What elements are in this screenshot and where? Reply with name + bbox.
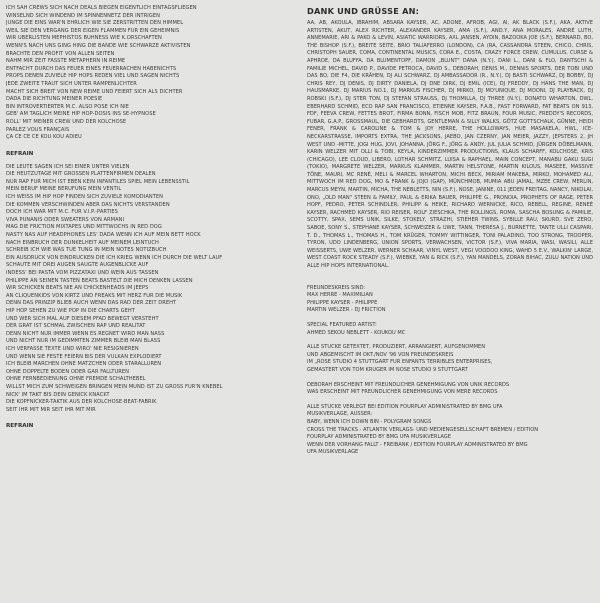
credit-line: FOURPLAY ADMINISTRATED BY BMG UFA MUSIKVERLAGE xyxy=(307,434,451,441)
lyric-line: NICK' IM TAKT BIS DEIN GENICK KNACKT xyxy=(6,391,110,398)
recording-credits-block xyxy=(307,344,593,374)
lyric-line: PARLEZ VOUS FRANÇAIS xyxy=(6,126,70,133)
credit-line: SPECIAL FEATURED ARTIST: xyxy=(307,321,377,328)
lyric-line: DIE HEUTZUTAGE MIT GROSSEN PLATTENFIRMEN DEALEN xyxy=(6,171,156,178)
featured-artist-block xyxy=(307,322,593,337)
lyric-line: DIE LEUTE SAGEN ICH SEI EINER UNTER VIELEN xyxy=(6,163,130,170)
lyric-line: SEIT IHR MIT MIR SEIT IHR MIT MIR xyxy=(6,406,96,413)
lyric-line: WEIL SIE DEN VERGANG DER EIGEN FLAMMEN FÜR EIN GEHEIMNIS xyxy=(6,27,180,34)
lyric-line: WILLST MICH ZUM SCHWEIGEN BRINGEN MEIN MUND IST ZU GROSS FÜR'N KNEBEL xyxy=(6,383,223,390)
credit-line: PHILIPPE KAYSER - PHILIPPE xyxy=(307,299,378,306)
lyric-line: DIE KOMMEN VERSCHWINDEN ABER DAS NICHTS VERSTANDEN xyxy=(6,201,170,208)
credit-line: AHMED SEKOU NEBLETT - KOUKOU MC xyxy=(307,329,406,336)
lyric-line: NACH EINBRUCH DER DUNKELHEIT AUF MEINEM LEINTUCH xyxy=(6,239,159,246)
credit-line: WAS ERSCHEINT MIT FREUNDLICHER GENEHMIGUNG VON MERE RECORDS xyxy=(307,389,498,396)
lyric-line: ENTFACHT DURCH DAS FEUER EINES FEUERRACHEN HABENICHTS xyxy=(6,65,177,72)
credit-line: DEBORAH ERSCHEINT MIT FREUNDLICHER GENEHMIGUNG VON UNIK RECORDS xyxy=(307,381,510,388)
members-block xyxy=(307,285,593,315)
lyric-line: UND WER SICH MAL AUF DIESEM PFAD BEWEGT VERSTEHT xyxy=(6,315,159,322)
lyric-line: DADA DIE RICHTUNG MEINER POESIE xyxy=(6,96,103,103)
refrain-label-1: REFRAIN xyxy=(6,150,34,157)
credit-line: UND ABGEMISCHT IM OKT./NOV '96 VON FREUNDESKREIS xyxy=(307,351,454,358)
lyric-line: DER GRAT IST SCHMAL ZWISCHEN RAP UND REALITÄT xyxy=(6,323,146,330)
lyric-line: NUR RAP FÜR MICH IST EBEN KEIN INFANTILES SPIEL MEIN LEBENSSTIL xyxy=(6,178,190,185)
lyric-line: ÇA CE CE CE KOU KOU ADIEU xyxy=(6,134,82,141)
lyrics-verse-1 xyxy=(6,5,292,142)
thanks-list: AA, AB, AKOULA, IBRAHIM, ABSARA KAYSER, AC, ADONE, AFROB, AGI, AI, AK BLACK (S.F.), AKA, AKTIVE ARTISTEN, AKUT, ALEX RICHTER, ALEXANDER KAYSER, AMA (S.F.), AND.Y, ANA MORALES, ANDRÉ LUTH, ANNEMARIE, ARI & PAKO & LEVIN, ASIATIC WARRIORS, AXL JANSEN, AYDIN, BAZOOKA JOE (S.F.), BERNARD, BO, THE BISHOP (S.F.), BREITE SEITE, BRIO TALIAFERRO (LONDON), CA (RA, CASSANDRA STEEN, CHICO, CHRIS, CHRISTOPH SAUER, COMA, CONTINENTAL MUSICS, CORA E., COSTA, CRAZY FORCE CREW, CUMULUS, CURSE & APHROE, DA BLUFFA, DA BLUMENTOPF, DAMON „BLUNT" DANA (N.Y.), DANI L., DANI & FLO, DANTSCHI & FAMILIE MICHEL, DAVID P., DAVIDE PETROCA, DAVID S., DEBORAH, DENIS M., DENNIS SPORTS, DER TOBI UND DAS BO, DIE F4, DIE KRÄHEN, DJ ALI SCHWARZ, DJ AMBASSADOR (R., N.Y.), DJ BASTI SCHWARZ, DJ BOBBY, DJ CHRIS REY, DJ DENIS, DJ DIRTY DANIELA, DJ DNE DIRK, DJ EMIL (ICE), DJ FREDDY, DJ HANS THE MAN, DJ HAUSMARKE, DJ MARIUS NO.1, DJ MARKUS FISCHER, DJ MIRKO, DJ MO'UNIQUE, DJ MOONI, DJ PLAYBACK, DJ ROBSKI (S.F.), DJ STER TON, DJ STEFAN STRAUSS, DJ THOMILLA, DJ THREE (N.Y.), DONATO WHARTON, DWL, EBERHARD SCHMID, ECO RAP SAN FRANCISCO, ETIENNE KAYSER, F.A.B., FAST FORWARD, FAT BEATS ON 913, FDF, FEEVA CREW, FETTES BROT, FIRMA BONN, FISCH MOB, FITZ BRAUN, FOUR MUSIC, FREDDY'S RECORDS, FUBAR, G.A.P., GROSSMAUL, DIE GEBHARDTS, GENTLEMAN & SILLY WALKS, GÖTZ GOTTSCHALK, GÜNNE, HEIDI FENER, FRANK & CAROLINE & TOM & JOY HERRE, THE HOLLOWAYS, HUE MASAKELA, HWL, ICE-NECKARSTRASSE, IMPORTS EXTRA, THE JACKSONS, JAEBO, JAN CZERNY, JAN MEIER, JAZZY, JEPSTERS 2, JH WEST UND -MITTE, JOGI HUG, JOVI, JOHANNA, JÖRG F., JÖRG & ANDY, JUL JULIA SCHMID, JÜRGEN DÖBELMANN, KARIN WELZER MIT OLLI & TOBI, KEYLA, KINDERZIMMER PRODUCTIONS, KLAUS SCHARFF, KOLCHOSE, KRIS (CHICAGO), LEE CLOUD, LIBERO, LOTHAR SCHMITZ, LUISA & RAPHAEL, MAIN CONCEPT, MANABU GAKU SUGI (TOKIO), MARGRETE WELZER, MARKUS KLAMMER, MARTIN HELSTONE, MARTIN KILOUS, MASEEE, MASSIVE TÖNE, MAURI, MC RENÉ, MELI & MARCEL WHARTON, MICHI BECK, MIRIAM MAKEBA, MIRKO, MOHAMED ALI, MITTWOCH IM RED DOG, MO & FRANK & JOJO (GAP), MÜNCHMOB, MUMIA ABU JAMAL, MZEE CREW, MERLIN, MARCUS MEYN, MARTIN, MICHA, THE NEBLETTS, NIN (S.F.), NOSE, JANINE, 011 JEDEN FREITAG, NANCY, NIKOLAI, ONO, „OLD MAN" STEEN & FAMILY, PAUL & ERIKA BAUER, PHILIPPE G., PRONOIA, PROPHETS OF RAGE, PETER HOPF, PEDRO, PETER SCHINDLER, PHILIPP & HEIKE, RICHARD WERNICKE, RICO, REBELL, REGINE, RENEÉ KAYSER, RACHMED KAYSER, RIO REISER, ROLF ZIESCHKA, THE ROLLINGS, ROMA, SASCHA BOSUNG & FAMILIE, SCOTTY, SPAX, SEMS UNIK, SILKE, STOKELY, STRAZHI, STIEHER TWINS, SYBILLE RAU, SKURD, SVE ZERO, SABOE, SONY S., STEPHANE KAYSER, SCHWEIZER & UWE, TANN, THERESA J., BURNETTE, TANTE ULLI CASPARI, T. D., THOMAS L., THOMAS H., TOM KRÜGER, TOMMY WITTINGER, TONI PALADINO, TOO STRONG, TROOPER, TYRON, UDO LINDENBERG, UNION SPORTS, VERWACHSEN, VICTOR (S.F.), VIVA MARIA, WASI, WASILI, ALLE WEISSERTS, UWE WELZER, WERNER SCHAAR, VINYL WEST, VEGI VOODOO KING, WAHD 5 E.V., WALKIN' LARGE, WEST COAST ROCK STEADY (S.F.), WIEBKE, YAN & RICK (S.F.), YAN MANDELS, ZORAN BIHAC, ZULU NATION UND ALLE HIP HOPS INTERNATIONAL. xyxy=(307,20,593,269)
lyric-line: ROLL' MIT MEINER CREW UND DER KOLCHOSE xyxy=(6,118,127,125)
lyric-line: BRACHTE DEN PROFIT VON ALLEN SEITEN xyxy=(6,50,115,57)
lyric-line: SCHREIB ICH WIE WAS TUE TUNG IN MEIN NOTES NOTIZBUCH xyxy=(6,247,167,254)
lyric-line: DENN DAS PRINZIP BLIEB AUCH WENN DAS RAD DER ZEIT DREHT xyxy=(6,300,177,307)
credit-line: IM „ROSE STUDIO 4 STUTTGART FÜR ENFANTS TERRIBLES ENTERPRISES, xyxy=(307,359,493,366)
lyric-line: BIN INTROVERTIERTER M.C. ALSO POSE ICH NIE xyxy=(6,103,129,110)
lyric-line: ICH SAH CREWS SICH NACH DEALS BIEGEN EIGENTLICH EINTAGSFLIEGEN xyxy=(6,5,197,11)
lyric-line: MACHT SICH BREIT VON NEW REIME UND FEIERT SICH ALS DICHTER xyxy=(6,88,183,95)
credit-line: MAX HERRE - MAXIMILIAN xyxy=(307,292,373,299)
credit-line: FREUNDESKREIS SIND: xyxy=(307,284,366,291)
lyric-line: GEB' AM TÄGLICH MEINE HIP HOP-DOSIS INS SE-HYPNOSE xyxy=(6,111,156,118)
lyric-line: OHNE DOPPELTE BÖDEN ODER GAR FALLTÜREN xyxy=(6,368,129,375)
lyric-line: AN CLIQUENKIDS VON KIRTZ UND FREAKS MIT HERZ FÜR DIE MUSIK xyxy=(6,292,183,299)
lyric-line: WINSELND SICH WINDEND IM SPINNENNETZ DER INTRIGEN xyxy=(6,12,160,19)
lyric-line: MEIN BERUF MEINE BERUFUNG MEIN VENTIL xyxy=(6,186,122,193)
lyric-line: ICH VERFASSE TEXTE UND WIRO' NIE RESIGNIEREN xyxy=(6,345,139,352)
credit-line: CROSS THE TRACKS - ATLANTIK VERLAGS- UND MEDIENGESELLSCHAFT BREMEN / EDITION xyxy=(307,426,539,433)
publishing-block xyxy=(307,404,593,457)
credit-line: MUSIKVERLAGE, AUSSER: xyxy=(307,411,373,418)
lyric-line: INDESS' BEI PASTA VOM PIZZATAXI UND WEIN AUS TASSEN xyxy=(6,270,159,276)
lyric-line: NAHM MIR ZEIT FASSTE METAPHERN IN REIME xyxy=(6,58,126,65)
lyric-line: MAG DIE FRICTION MIXTAPES UND MITTWOCHS IN RED DOG xyxy=(6,224,162,231)
credit-line: GEMASTERT VON TOM KRÜGER IM NOSE STUDIO 9 STUTTGART xyxy=(307,366,468,373)
credit-line: BABY, WENN ICH DOWN BIN - POLYGRAM SONGS xyxy=(307,418,432,425)
lyric-line: DOCH ICH WAR MIT M.C. FÜR V.I.P.-PARTIES xyxy=(6,209,118,216)
lyric-line: HIP HOP SEHEN ZU WIE POP IN DIE CHARTS GEHT xyxy=(6,307,135,314)
lyric-line: PROPS DENEN ZUVIELE HIP HOPS REDEN VIEL UND SAGEN NICHTS xyxy=(6,73,180,80)
permissions-block xyxy=(307,382,593,397)
credit-line: WENN DER VORHANG FÄLLT - FREIBANK / EDITION FOURPLAY ADMINISTRATED BY BMG xyxy=(307,441,528,448)
lyrics-verse-2 xyxy=(6,164,292,415)
lyric-line: UND WENN SIE FESTE FEIERN BIS DER VULKAN EXPLODIERT xyxy=(6,353,162,360)
refrain-label-2: REFRAIN xyxy=(6,423,34,430)
lyric-line: JUNGE DIE EINS WAR'N EHRLICH WIE SIE ZERSTRITTEN DEN HIMMEL xyxy=(6,20,184,27)
lyric-line: VIVA PUNANIS ODER SWEATERS VON ARMANI xyxy=(6,216,125,223)
credit-line: UFA MUSIKVERLAGE xyxy=(307,449,359,456)
credit-line: ALLE STÜCKE GETEXTET, PRODUZIERT, ARRANGIERT, AUFGENOMMEN xyxy=(307,344,486,351)
lyric-line: JEDE ZWEITE TRAUT SICH UNTER RAMPENLICHTER xyxy=(6,80,137,87)
lyric-line: UND NICHT NUR IM GEDIMMTEN ZIMMER BLEIB MAN BLASS xyxy=(6,338,161,345)
lyric-line: WIR ÜBERLISTEN MEPHISTOS BUHNESS WIE K.ORSCHAFTEN xyxy=(6,35,162,42)
lyric-line: SCHAUTE MIT DREI AUGEN SAUGTE AUGENBLICKE AUF xyxy=(6,262,149,269)
thanks-heading: DANK UND GRÜSSE AN: xyxy=(307,6,420,16)
credits-column xyxy=(307,6,593,457)
lyric-line: DIE KOPFNICKER-TAKTIK AUS DER KOLCHOSE-BEAT-FABRIK xyxy=(6,399,157,406)
lyric-line: NASTY NAS AUF HEADPHONES LES' DADA WENN ICH AUF MEIN BETT HOCK xyxy=(6,232,201,239)
lyric-line: EIN AUSDRUCK VON EINDRÜCKEN DIE ICH KRIEG WENN ICH DURCH DIE WELT LAUF xyxy=(6,254,223,261)
lyric-line: OHNE FERNBEDIENUNG OHNE FREMDE SCHALTHEBEL xyxy=(6,376,146,383)
lyric-line: DENN NICHT NUR IMMER WENN ES REGNET WIRD MAN NASS xyxy=(6,330,165,337)
lyric-line: WIR SCHICKEN BEATS NIE AN CHICKENHEADS IM JEEPS xyxy=(6,285,149,292)
lyric-line: WENN'S NACH UNS GING HING DIE BANDE WIE SCHWARZE AKTIVISTEN xyxy=(6,42,191,49)
credit-line: ALLE STÜCKE VERLEGT BEI EDITION FOURPLAY ADMINISTRATED BY BMG UFA xyxy=(307,403,503,410)
credit-line: MARTIN WELZER - DJ FRICTION xyxy=(307,307,386,314)
lyrics-column xyxy=(6,5,292,436)
lyric-line: ICH BLEIB MÄRCHEN OHNE MÄTZCHEN ODER STARALLÜREN xyxy=(6,361,162,368)
lyric-line: PHILIPPE AN SEINEN TASTEN BEATS BASTELT DIE MICH DENKEN LASSEN xyxy=(6,277,193,284)
lyric-line: ICH WEISS IM HIP HOP FINDEN SICH ZUVIELE KOMODIANTEN xyxy=(6,194,164,201)
